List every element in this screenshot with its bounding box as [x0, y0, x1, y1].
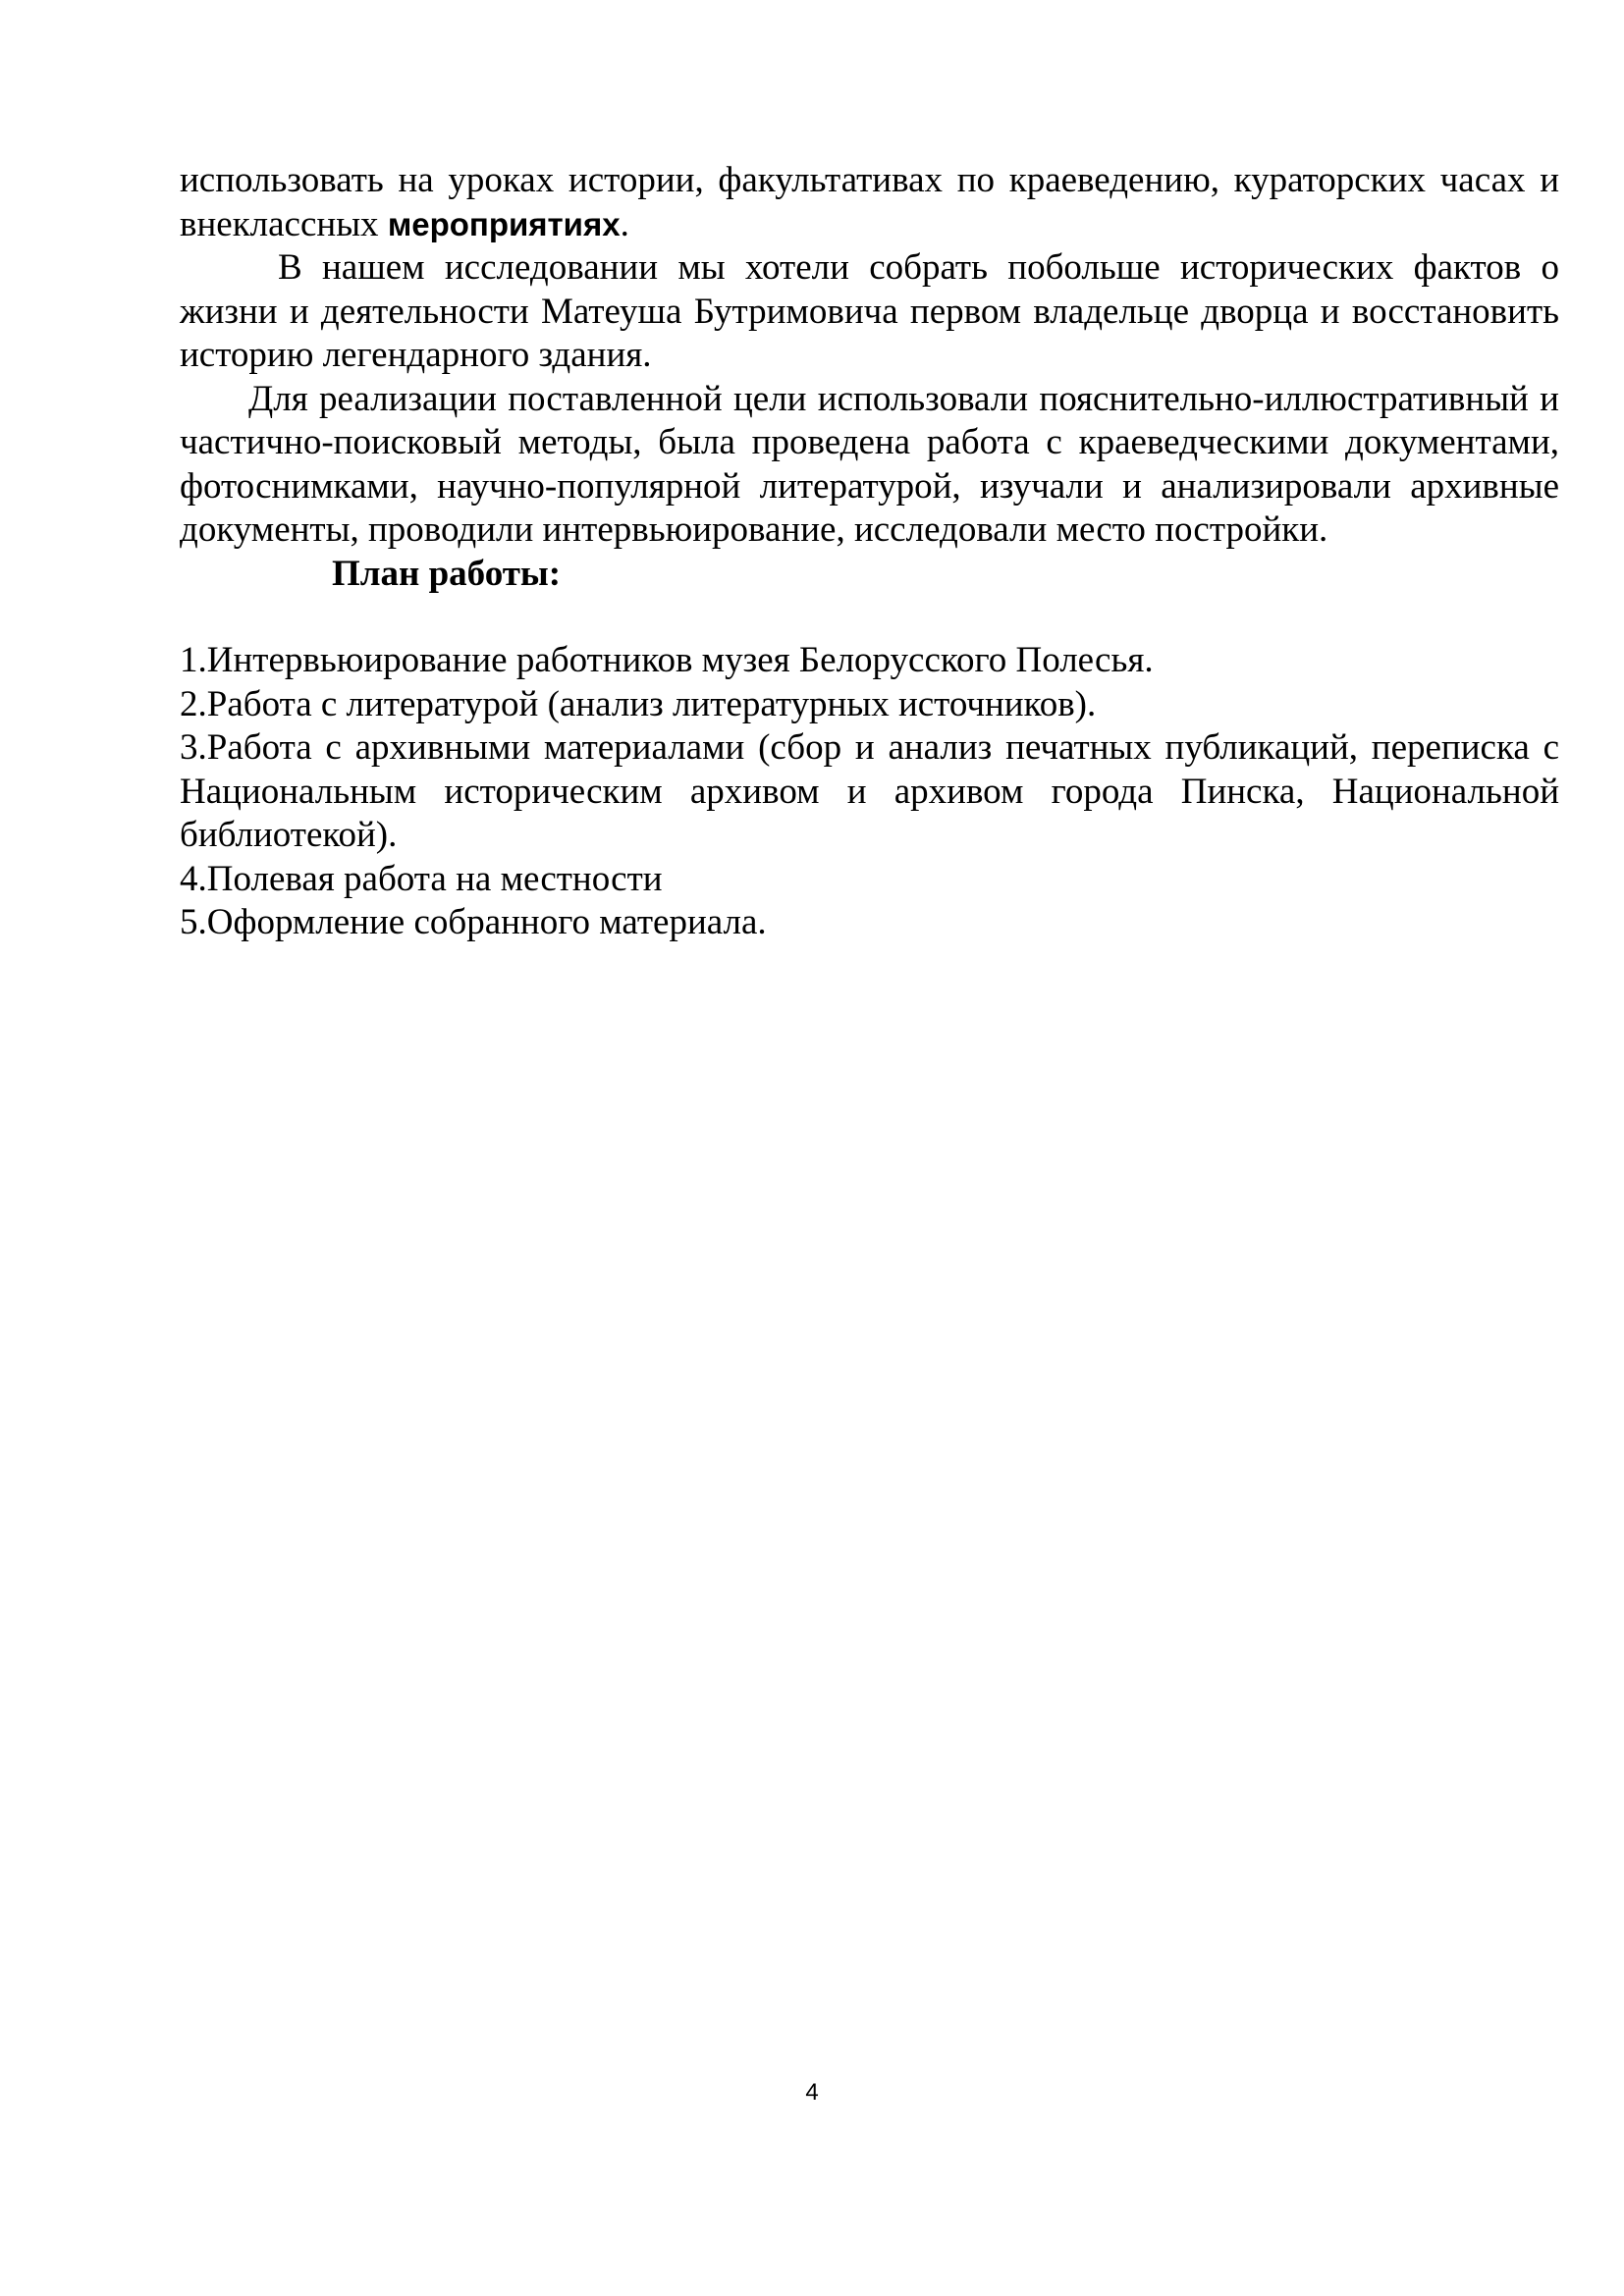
plan-item: 1.Интервьюирование работников музея Белорусского Полесья. [180, 640, 1154, 680]
document-body [180, 159, 1559, 596]
paragraph-1-emphasis: мероприятиях [387, 205, 621, 242]
paragraph-methods: Для реализации поставленной цели использовали пояснительно-иллюстративный и частично-поисковый методы, была проведена работа с краеведческими документами, фотоснимками, научно-популярной литературой, изучали и анализировали архивные документы, проводили интервьюирование, исследовали место постройки. [180, 378, 1559, 550]
plan-list [180, 639, 1559, 945]
paragraph-1-tail: . [620, 203, 629, 244]
plan-item: 5.Оформление собранного материала. [180, 902, 767, 942]
plan-item: 4.Полевая работа на местности [180, 858, 663, 899]
paragraph-research-goal: В нашем исследовании мы хотели собрать побольше исторических фактов о жизни и деятельности Матеуша Бутримовича первом владельце дворца и восстановить историю легендарного здания. [180, 247, 1559, 375]
page-number: 4 [805, 2079, 819, 2106]
plan-item: 3.Работа с архивными материалами (сбор и анализ печатных публикаций, переписка с Национальным историческим архивом и архивом города Пинска, Национальной библиотекой). [180, 727, 1559, 855]
plan-item: 2.Работа с литературой (анализ литературных источников). [180, 683, 1097, 724]
paragraph-1-text: использовать на уроках истории, факультативах по краеведению, кураторских часах и внеклассных [180, 160, 1559, 244]
plan-title: План работы: [332, 553, 562, 594]
paragraph-continuation [180, 159, 1559, 246]
